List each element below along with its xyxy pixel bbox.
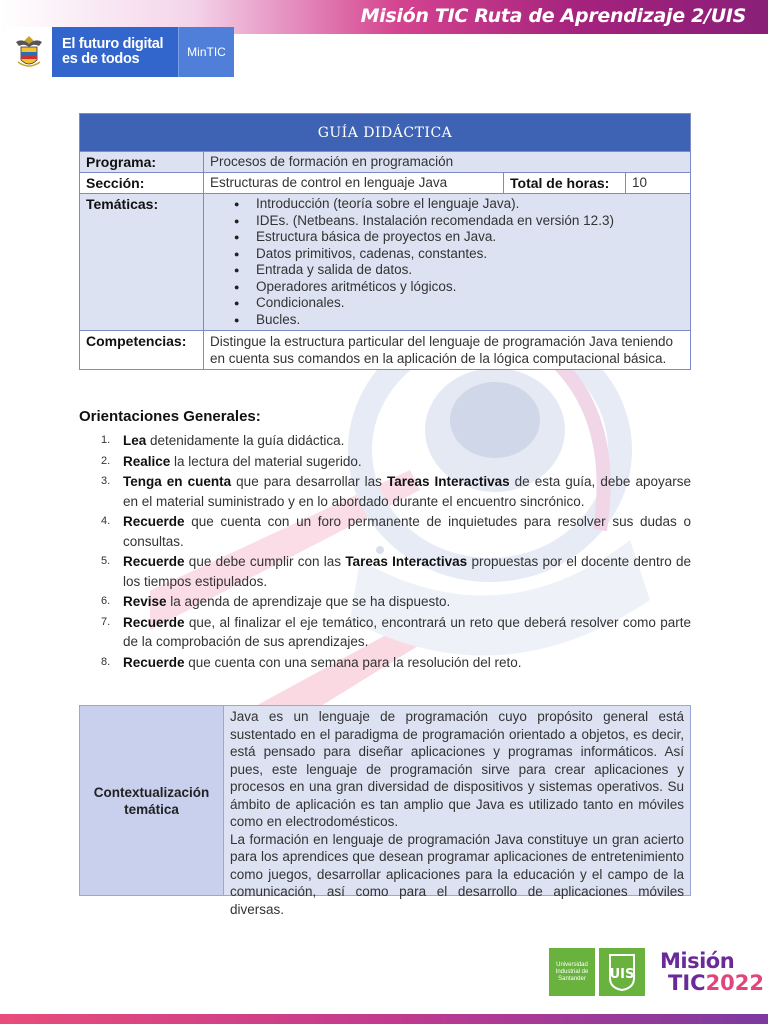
contexto-label: Contextualización temática xyxy=(80,706,224,895)
item-text: la lectura del material sugerido. xyxy=(170,453,362,469)
list-item: ● Introducción (teoría sobre el lenguaje Java). xyxy=(234,196,684,213)
uis-logo-text: UIS xyxy=(609,967,635,982)
item-keyword-2: Tareas Interactivas xyxy=(386,474,510,489)
item-number: 1. xyxy=(101,434,111,446)
item-keyword: Revise xyxy=(123,594,167,609)
item-number: 8. xyxy=(101,655,111,668)
item-keyword-2: Tareas Interactivas xyxy=(345,554,468,569)
competencias-value: Distingue la estructura particular del lenguaje de programación Java teniendo en cuenta sus comandos en la aplicación de la lógica computacional básica. xyxy=(204,331,691,370)
colombia-seal-icon xyxy=(6,27,52,77)
guide-header: GUÍA DIDÁCTICA xyxy=(80,114,691,152)
item-text: que, al finalizar el eje temático, encontrará un reto que deberá resolver como parte de la comprobación de sus aprendizajes. xyxy=(123,614,691,649)
item-keyword: Recuerde xyxy=(123,554,185,569)
gov-logo xyxy=(6,27,234,77)
list-item: ● IDEs. (Netbeans. Instalación recomendada en versión 12.3) xyxy=(234,213,684,230)
horas-label: Total de horas: xyxy=(504,173,626,194)
uis-name-logo: Universidad Industrial de Santander xyxy=(549,948,595,996)
item-keyword: Recuerde xyxy=(123,614,185,630)
list-item xyxy=(79,472,691,511)
item-number: 3. xyxy=(101,475,111,487)
list-item: ● Operadores aritméticos y lógicos. xyxy=(234,279,684,296)
gov-slogan-line2: es de todos xyxy=(62,51,140,67)
tematicas-label: Temáticas: xyxy=(80,194,204,331)
orientaciones-section xyxy=(79,408,691,673)
seccion-value: Estructuras de control en lenguaje Java xyxy=(204,173,504,194)
list-item: ● Bucles. xyxy=(234,312,684,329)
gov-slogan-line1: El futuro digital xyxy=(62,36,164,52)
list-item xyxy=(79,653,691,673)
list-item: ● Datos primitivos, cadenas, constantes. xyxy=(234,246,684,263)
ministry-label: MinTIC xyxy=(178,27,234,77)
list-item xyxy=(79,592,691,612)
mision-line2 xyxy=(652,971,765,995)
mision-tic-logo xyxy=(652,949,765,1000)
tematicas-list xyxy=(210,196,684,328)
item-text-2: de esta guía, debe apoyarse en el material suministrado y en lo abordado durante el encuentro sincrónico. xyxy=(123,474,691,509)
item-text: que cuenta con una semana para la resolución del reto. xyxy=(184,654,522,670)
orientaciones-title: Orientaciones Generales: xyxy=(79,408,261,425)
item-text-2: propuestas por el docente dentro de los tiempos estipulados. xyxy=(123,554,692,589)
item-keyword: Lea xyxy=(123,433,147,448)
gov-slogan xyxy=(52,27,178,77)
item-text: que debe cumplir con las xyxy=(184,554,346,569)
list-item xyxy=(79,552,691,591)
list-item: ● Condicionales. xyxy=(234,295,684,312)
competencias-label: Competencias: xyxy=(80,331,204,370)
item-keyword: Recuerde xyxy=(123,654,185,670)
item-number: 4. xyxy=(101,515,111,527)
item-keyword: Recuerde xyxy=(123,514,185,529)
item-keyword: Realice xyxy=(123,453,171,469)
item-keyword: Tenga en cuenta xyxy=(123,474,232,489)
programa-value: Procesos de formación en programación xyxy=(204,152,691,173)
programa-label: Programa: xyxy=(80,152,204,173)
item-number: 5. xyxy=(101,555,111,567)
guide-table xyxy=(79,113,691,370)
horas-value: 10 xyxy=(626,173,691,194)
orientaciones-list xyxy=(79,431,691,672)
contexto-paragraph-2: La formación en lenguaje de programación Java constituye un gran acierto para los aprendices que desean programar aplicaciones de entretenimiento como juegos, desarrollar aplicaciones para la educación y el campo de la comunicación, así como para el desarrollo de aplicaciones móviles diversas. xyxy=(230,831,684,917)
contexto-paragraph-1: Java es un lenguaje de programación cuyo propósito general está sustentado en el paradigma de programación orientado a objetos, es decir, está pensado para diseñar aplicaciones y programas informáticos. Así pues, este lenguaje de programación sirve para crear aplicaciones y procesos en una gran diversidad de dispositivos y sistemas operativos. Su ámbito de aplicación es tan amplio que Java es utilizado tanto en móviles como en electrodomésticos. xyxy=(230,709,684,829)
item-text: la agenda de aprendizaje que se ha dispuesto. xyxy=(166,594,451,609)
mision-year: 2022 xyxy=(705,971,765,995)
mision-line1: Misión xyxy=(660,949,735,973)
banner-title: Misión TIC Ruta de Aprendizaje 2/UIS xyxy=(360,5,746,27)
list-item: ● Entrada y salida de datos. xyxy=(234,262,684,279)
uis-logo-icon xyxy=(599,948,645,996)
item-number: 2. xyxy=(101,454,111,467)
list-item xyxy=(79,512,691,551)
tematicas-cell xyxy=(204,194,691,331)
item-text: que cuenta con un foro permanente de inquietudes para resolver sus dudas o consultas. xyxy=(123,514,691,549)
item-text: que para desarrollar las xyxy=(231,474,387,489)
list-item xyxy=(79,452,691,472)
footer-band xyxy=(0,1014,768,1024)
list-item: ● Estructura básica de proyectos en Java. xyxy=(234,229,684,246)
item-number: 7. xyxy=(101,615,111,628)
item-number: 6. xyxy=(101,595,111,607)
contexto-table xyxy=(79,705,691,917)
contexto-body xyxy=(224,706,690,917)
list-item xyxy=(79,613,691,652)
mision-tic: TIC xyxy=(668,971,706,995)
list-item xyxy=(79,431,691,451)
seccion-label: Sección: xyxy=(80,173,204,194)
item-text: detenidamente la guía didáctica. xyxy=(146,433,345,448)
